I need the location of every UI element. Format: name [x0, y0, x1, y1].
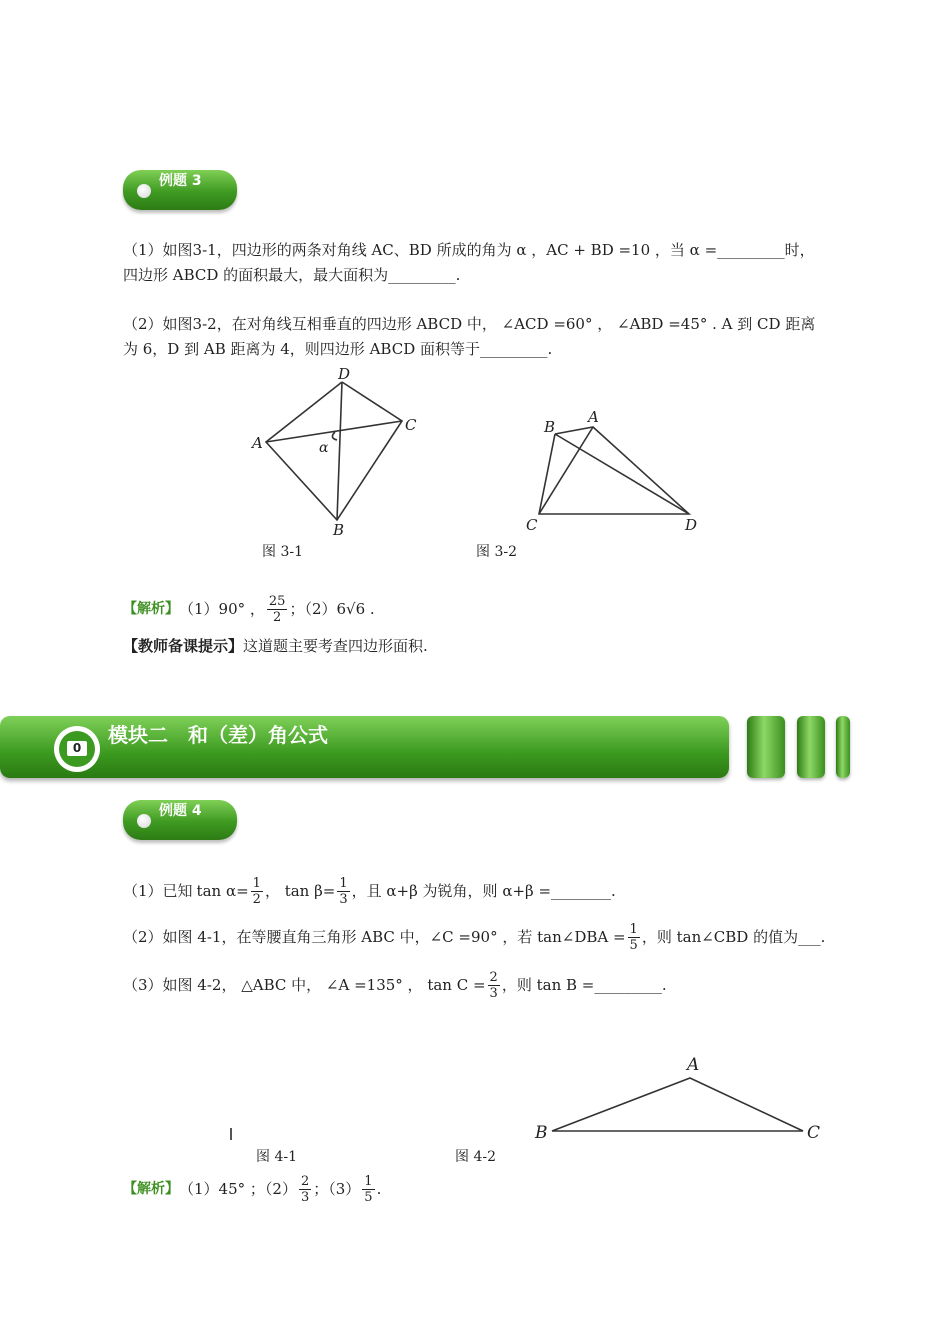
fig42-label-c: C — [807, 1123, 821, 1143]
module-icon — [54, 726, 100, 772]
fig-4-1-caption: 图 4-1 — [256, 1149, 297, 1165]
ex4-q2-frac-den: 5 — [629, 937, 638, 953]
fig31-label-a: A — [252, 434, 263, 452]
ex3-q1-line1: （1）如图3-1，四边形的两条对角线 AC、BD 所成的角为 α ，AC + BD =10 ，当 α =_________时， — [123, 241, 815, 259]
fig31-quad — [266, 382, 402, 520]
fig-3-1-caption: 图 3-1 — [262, 544, 303, 560]
figure-4-1-fragment — [230, 1128, 232, 1140]
fig42-label-b: B — [535, 1123, 548, 1143]
ex4-q3-row — [123, 962, 667, 1008]
ex3-answer-frac-den: 2 — [273, 609, 282, 625]
ex3-q1-line2: 四边形 ABCD 的面积最大，最大面积为_________. — [123, 266, 461, 284]
fig32-label-d: D — [685, 516, 698, 534]
ex4-q1-frac2 — [337, 876, 349, 907]
fig32-label-b: B — [544, 418, 556, 436]
ex3-answer-part1: （1）90° ， — [179, 600, 265, 618]
ex4-answer-frac1-num: 2 — [300, 1173, 310, 1189]
ex3-hint-tag: 【教师备课提示】 — [123, 637, 244, 655]
fig31-label-c: C — [405, 416, 417, 434]
ex4-q1-frac1-den: 2 — [252, 891, 261, 907]
monitor-icon: 0 — [67, 741, 87, 756]
ex3-hint-text: 这道题主要考查四边形面积. — [243, 637, 428, 655]
example-3-badge — [123, 170, 237, 210]
ex3-answer-row — [123, 586, 375, 632]
banner-bar-3 — [836, 716, 850, 778]
fig-4-2-caption: 图 4-2 — [455, 1149, 496, 1165]
ex4-q2-frac — [628, 922, 640, 953]
module-banner — [0, 716, 729, 778]
fig31-angle-mark — [332, 432, 337, 440]
ex4-q1-pre: （1）已知 — [123, 882, 193, 900]
fig31-label-d: D — [338, 365, 351, 383]
example-3-label: 例题 3 — [159, 173, 202, 189]
ex4-answer-end: . — [376, 1180, 382, 1198]
ex4-q1-row — [123, 868, 616, 914]
ex4-answer-frac2-num: 1 — [364, 1173, 373, 1189]
ex4-answer-frac2 — [362, 1174, 374, 1205]
fig42-triangle — [552, 1078, 803, 1131]
banner-bar-2 — [797, 716, 825, 778]
module-icon-inner — [59, 731, 95, 767]
module-title: 模块二 和（差）角公式 — [108, 723, 328, 747]
ex4-q2-post: ，则 tan∠CBD 的值为___. — [641, 928, 826, 946]
ex4-q3-frac-num: 2 — [489, 969, 498, 985]
figure-3-2 — [518, 405, 708, 535]
banner-bar-1 — [747, 716, 785, 778]
example-4-badge — [123, 800, 237, 840]
ex3-q2-line1: （2）如图3-2，在对角线互相垂直的四边形 ABCD 中， ∠ACD =60° ， ∠ABD =45° . A 到 CD 距离 — [123, 315, 816, 333]
ex4-answer-frac1-den: 3 — [300, 1189, 310, 1205]
ex4-q3-frac-den: 3 — [489, 985, 498, 1001]
ex4-q1-tan-alpha: tan α= — [196, 882, 249, 900]
ex4-q2-frac-num: 1 — [629, 921, 638, 937]
ex4-answer-row — [123, 1166, 381, 1212]
ex3-q2-line2: 为 6，D 到 AB 距离为 4，则四边形 ABCD 面积等于_________. — [123, 340, 553, 358]
ex4-q3-post: ，则 tan B =_________. — [501, 976, 667, 994]
ex4-q1-tan-beta: ， tan β= — [264, 882, 336, 900]
ex4-answer-part1: （1）45° ；（2） — [179, 1180, 297, 1198]
ex4-answer-frac2-den: 5 — [364, 1189, 373, 1205]
badge-dot-icon — [137, 814, 151, 828]
ex3-hint-row — [123, 636, 428, 656]
ex3-answer-part2: ；（2）6√6 . — [289, 600, 375, 618]
fig32-label-c: C — [526, 516, 538, 534]
figure-3-1 — [245, 362, 425, 542]
ex4-q1-frac1 — [251, 876, 263, 907]
fig32-label-a: A — [588, 408, 599, 426]
ex4-q1-post: ，且 α+β 为锐角，则 α+β =________. — [351, 882, 616, 900]
ex4-answer-tag: 【解析】 — [123, 1181, 179, 1197]
ex4-q3-pre: （3）如图 4-2， △ABC 中， ∠A =135° ， tan C = — [123, 976, 486, 994]
fig31-label-b: B — [333, 521, 345, 539]
ex4-q1-frac2-den: 3 — [339, 891, 348, 907]
ex4-q1-frac2-num: 1 — [339, 875, 348, 891]
fig-3-2-caption: 图 3-2 — [476, 544, 517, 560]
fig31-diag-bd — [337, 382, 342, 520]
ex3-answer-tag: 【解析】 — [123, 601, 179, 617]
ex4-answer-frac1 — [299, 1174, 311, 1205]
ex3-answer-fraction — [267, 594, 288, 625]
ex4-q2-row — [123, 914, 825, 960]
ex4-q1-frac1-num: 1 — [252, 875, 261, 891]
figure-4-2 — [530, 1050, 830, 1145]
ex4-q3-frac — [488, 970, 500, 1001]
ex3-answer-frac-num: 25 — [268, 593, 286, 609]
example-4-label: 例题 4 — [159, 803, 202, 819]
ex4-q2-pre: （2）如图 4-1，在等腰直角三角形 ABC 中，∠C =90° ，若 tan∠DBA = — [123, 928, 626, 946]
ex4-answer-part2: ；（3） — [313, 1180, 361, 1198]
fig31-label-alpha: α — [319, 440, 329, 456]
fig32-diag-bd — [555, 434, 689, 514]
fig42-label-a: A — [687, 1055, 700, 1075]
badge-dot-icon — [137, 184, 151, 198]
